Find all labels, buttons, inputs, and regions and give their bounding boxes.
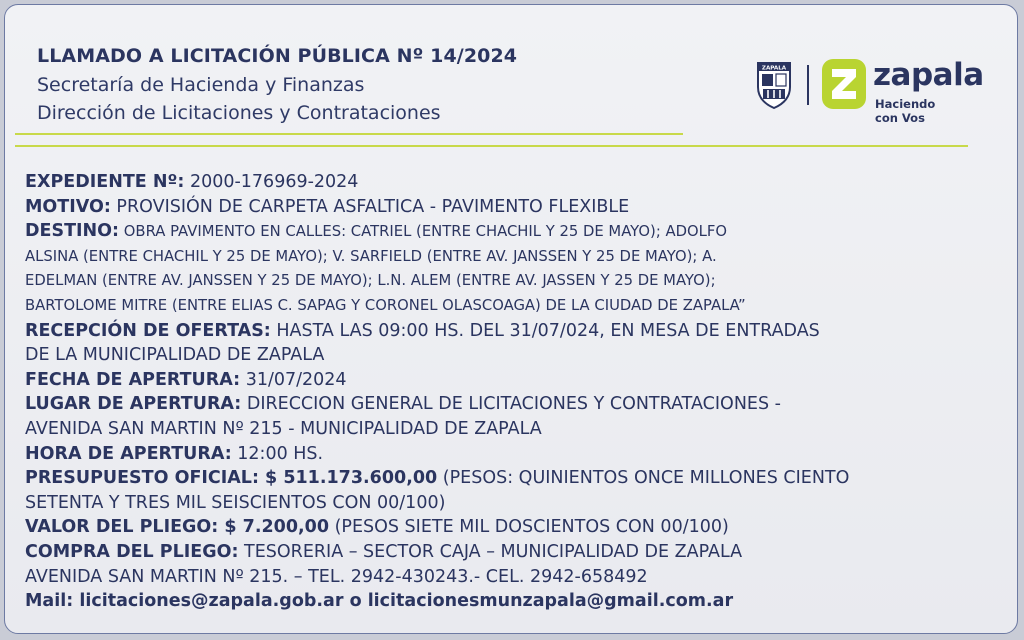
destino-line-2: ALSINA (ENTRE CHACHIL Y 25 DE MAYO); V. SARFIELD (ENTRE AV. JANSSEN Y 25 DE MAYO); A.	[25, 247, 717, 265]
notice-body	[25, 170, 1000, 614]
email-link-1[interactable]: licitaciones@zapala.gob.ar	[79, 591, 344, 612]
mail-connector: o	[349, 591, 362, 612]
zapala-crest-icon	[755, 59, 793, 109]
compra-line-2: AVENIDA SAN MARTIN Nº 215. – TEL. 2942-430243.- CEL. 2942-658492	[25, 566, 648, 587]
direccion-line: Dirección de Licitaciones y Contrataciones	[37, 102, 441, 124]
crest-text: ZAPALA	[761, 65, 787, 72]
logo-separator	[807, 65, 809, 105]
valor-row	[25, 515, 1000, 540]
expediente-row	[25, 170, 1000, 195]
valor-label: VALOR DEL PLIEGO: $ 7.200,00	[25, 517, 329, 538]
recepcion-line-1: HASTA LAS 09:00 HS. DEL 31/07/024, EN MESA DE ENTRADAS	[270, 320, 820, 341]
presupuesto-label: PRESUPUESTO OFICIAL: $ 511.173.600,00	[25, 468, 438, 489]
mail-row	[25, 589, 1000, 614]
lugar-line-2: AVENIDA SAN MARTIN Nº 215 - MUNICIPALIDAD DE ZAPALA	[25, 418, 542, 439]
mail-label: Mail:	[25, 591, 74, 612]
hora-row	[25, 442, 1000, 467]
lugar-row	[25, 392, 1000, 417]
email-link-2[interactable]: licitacionesmunzapala@gmail.com.ar	[367, 591, 734, 612]
fecha-row	[25, 368, 1000, 393]
valor-value: (PESOS SIETE MIL DOSCIENTOS CON 00/100)	[329, 517, 729, 538]
fecha-value: 31/07/2024	[240, 369, 347, 390]
compra-line-1: TESORERIA – SECTOR CAJA – MUNICIPALIDAD DE ZAPALA	[238, 541, 743, 562]
presupuesto-row	[25, 466, 1000, 491]
presupuesto-line-2: SETENTA Y TRES MIL SEISCIENTOS CON 00/100)	[25, 492, 446, 513]
hora-label: HORA DE APERTURA:	[25, 443, 232, 464]
compra-row	[25, 540, 1000, 565]
destino-label: DESTINO:	[25, 221, 120, 242]
expediente-label: EXPEDIENTE Nº:	[25, 172, 185, 192]
compra-label: COMPRA DEL PLIEGO:	[25, 541, 239, 562]
motivo-value: PROVISIÓN DE CARPETA ASFALTICA - PAVIMENTO FLEXIBLE	[110, 196, 630, 217]
hora-value: 12:00 HS.	[231, 443, 324, 464]
recepcion-label: RECEPCIÓN DE OFERTAS:	[25, 320, 271, 341]
notice-title: LLAMADO A LICITACIÓN PÚBLICA Nº 14/2024	[37, 45, 518, 67]
destino-line-3: EDELMAN (ENTRE AV. JANSSEN Y 25 DE MAYO); L.N. ALEM (ENTRE AV. JASSEN Y 25 DE MAYO);	[25, 272, 716, 290]
notice-card	[4, 4, 1018, 634]
destino-line-1: OBRA PAVIMENTO EN CALLES: CATRIEL (ENTRE CHACHIL Y 25 DE MAYO); ADOLFO	[119, 223, 728, 241]
recepcion-line-2: DE LA MUNICIPALIDAD DE ZAPALA	[25, 345, 325, 366]
brand-tagline: Haciendo con Vos	[875, 97, 936, 125]
expediente-value: 2000-176969-2024	[184, 172, 359, 192]
motivo-row	[25, 195, 1000, 220]
presupuesto-line-1: (PESOS: QUINIENTOS ONCE MILLONES CIENTO	[437, 468, 850, 489]
recepcion-row	[25, 319, 1000, 344]
divider-long	[15, 145, 968, 147]
destino-row	[25, 219, 1000, 245]
fecha-label: FECHA DE APERTURA:	[25, 369, 241, 390]
zapala-z-mark-icon	[821, 57, 867, 111]
lugar-line-1: DIRECCION GENERAL DE LICITACIONES Y CONTRATACIONES -	[241, 394, 781, 415]
destino-line-4: BARTOLOME MITRE (ENTRE ELIAS C. SAPAG Y CORONEL OLASCOAGA) DE LA CIUDAD DE ZAPALA”	[25, 296, 746, 314]
motivo-label: MOTIVO:	[25, 196, 111, 217]
divider-short	[15, 133, 683, 135]
secretaria-line: Secretaría de Hacienda y Finanzas	[37, 74, 365, 96]
lugar-label: LUGAR DE APERTURA:	[25, 394, 242, 415]
brand-name: zapala	[873, 57, 984, 93]
header	[37, 45, 517, 127]
